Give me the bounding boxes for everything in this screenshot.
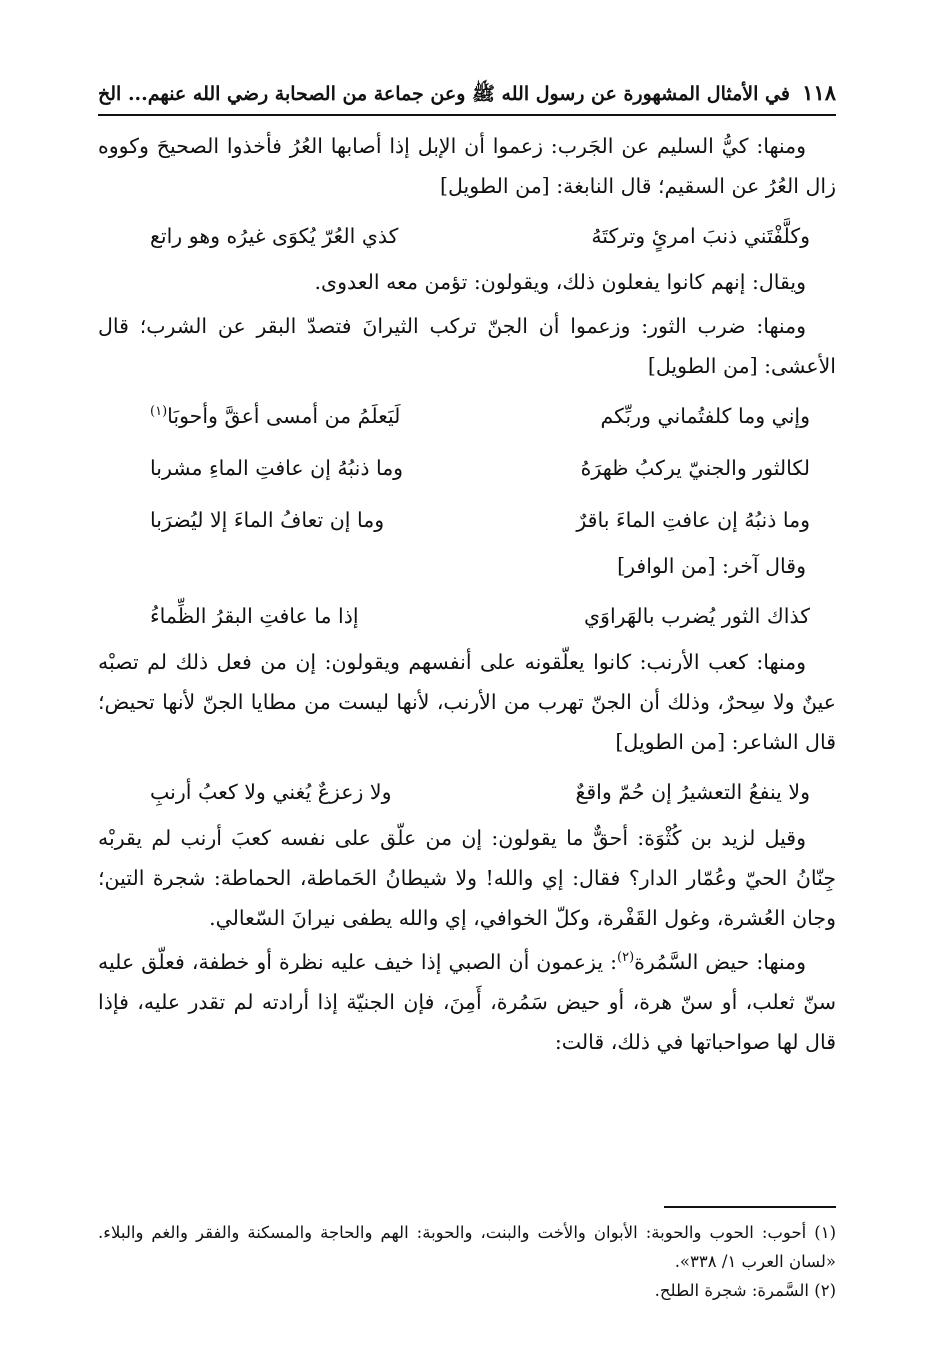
verse-line [98,590,836,642]
page-header [98,78,836,116]
verse-first-hemistich: وكلَّفْتَني ذنبَ امرئٍ وتركتَهُ [591,224,810,248]
verse-first-hemistich: وما ذنبُهُ إن عافتِ الماءَ باقرٌ [576,508,810,532]
paragraph: وقيل لزيد بن كُثْوَة: أحقٌّ ما يقولون: إن من علّق على نفسه كعبَ أرنب لم يقربْه جِنّانُ الحيّ وعُمّار الدار؟ فقال: إي والله! ولا شيطانُ الحَماطة، الحماطة: شجرة التين؛ وجان العُشرة، وغول القَفْرة، وكلّ الخوافي، إي والله يطفى نيرانَ السّعالي. [98,826,836,930]
paragraph: ومنها: كيُّ السليم عن الجَرب: زعموا أن الإبل إذا أصابها العُرُ فأخذوا الصحيحَ وكووه زال العُرُ عن السقيم؛ قال النابغة: [من الطويل] [98,134,836,198]
main-text [98,126,836,1062]
paragraph [98,942,836,1062]
paragraph: وقال آخر: [من الوافر] [617,554,806,578]
verse-second-hemistich: ولا زعزعٌ يُغني ولا كعبُ أرنبِ [150,780,392,804]
paragraph: ومنها: كعب الأرنب: كانوا يعلّقونه على أنفسهم ويقولون: إن من فعل ذلك لم تصبْه عينٌ ولا سِحرٌ، وذلك أن الجنّ تهرب من الأرنب، لأنها ليست من مطايا الجنّ لأنها تحيض؛ قال الشاعر: [من الطويل] [98,650,836,754]
verse-second-hemistich [150,390,400,442]
verse-second-hemistich: وما إن تعافُ الماءَ إلا ليُضرَبا [150,508,385,532]
verse-line [98,766,836,818]
verse-first-hemistich: وإني وما كلفتُماني وربِّكم [600,404,810,428]
verse-first-hemistich: ولا ينفعُ التعشيرُ إن حُمّ واقعٌ [575,780,810,804]
paragraph-text: ومنها: حيض السَّمُرة [634,950,806,974]
paragraph-text: : يزعمون أن الصبي إذا خيف عليه نظرة أو خطفة، فعلّق عليه سنّ ثعلب، أو سنّ هرة، أو حيض سَمُرة، أَمِنَ، فإن الجنيّة إذا أرادته لم تقدر عليه، فإذا قال لها صواحباتها في ذلك، قالت: [98,950,836,1054]
footnote-ref[interactable]: (١) [150,404,168,420]
verse-second-hemistich: كذي العُرّ يُكوَى غيرُه وهو راتع [150,224,399,248]
paragraph: ويقال: إنهم كانوا يفعلون ذلك، ويقولون: تؤمن معه العدوى. [314,270,806,294]
paragraph: ومنها: ضرب الثور: وزعموا أن الجنّ تركب الثيرانَ فتصدّ البقر عن الشرب؛ قال الأعشى: [من الطويل] [98,314,836,378]
verse-text: لَيَعلَمُ من أمسى أعقَّ وأحوبَا [167,404,401,428]
verse-second-hemistich: إذا ما عافتِ البقرُ الظِّماءُ [150,604,359,628]
verse-line [98,210,836,262]
verse-line [98,442,836,494]
footnote-divider [664,1206,836,1208]
verse-first-hemistich: كذاك الثور يُضرب بالهَراوَي [584,604,810,628]
verse-line [98,494,836,546]
footnote: (١) أحوب: الحوب والحوبة: الأبوان والأخت والبنت، والحوبة: الهم والحاجة والمسكنة والفقر والغم والبلاء. «لسان العرب ١/ ٣٣٨». [98,1223,836,1271]
book-page [98,78,836,1300]
page-number: ١١٨ [802,80,836,105]
verse-second-hemistich: وما ذنبُهُ إن عافتِ الماءِ مشربا [150,456,404,480]
footnotes [98,1218,836,1305]
verse-line [98,390,836,442]
footnote-ref[interactable]: (٢) [617,950,635,966]
running-title: في الأمثال المشهورة عن رسول الله ﷺ وعن جماعة من الصحابة رضي الله عنهم... الخ [98,83,790,105]
verse-first-hemistich: لكالثور والجنيّ يركبُ ظهرَهُ [580,456,810,480]
footnote: (٢) السَّمرة: شجرة الطلح. [654,1281,836,1300]
